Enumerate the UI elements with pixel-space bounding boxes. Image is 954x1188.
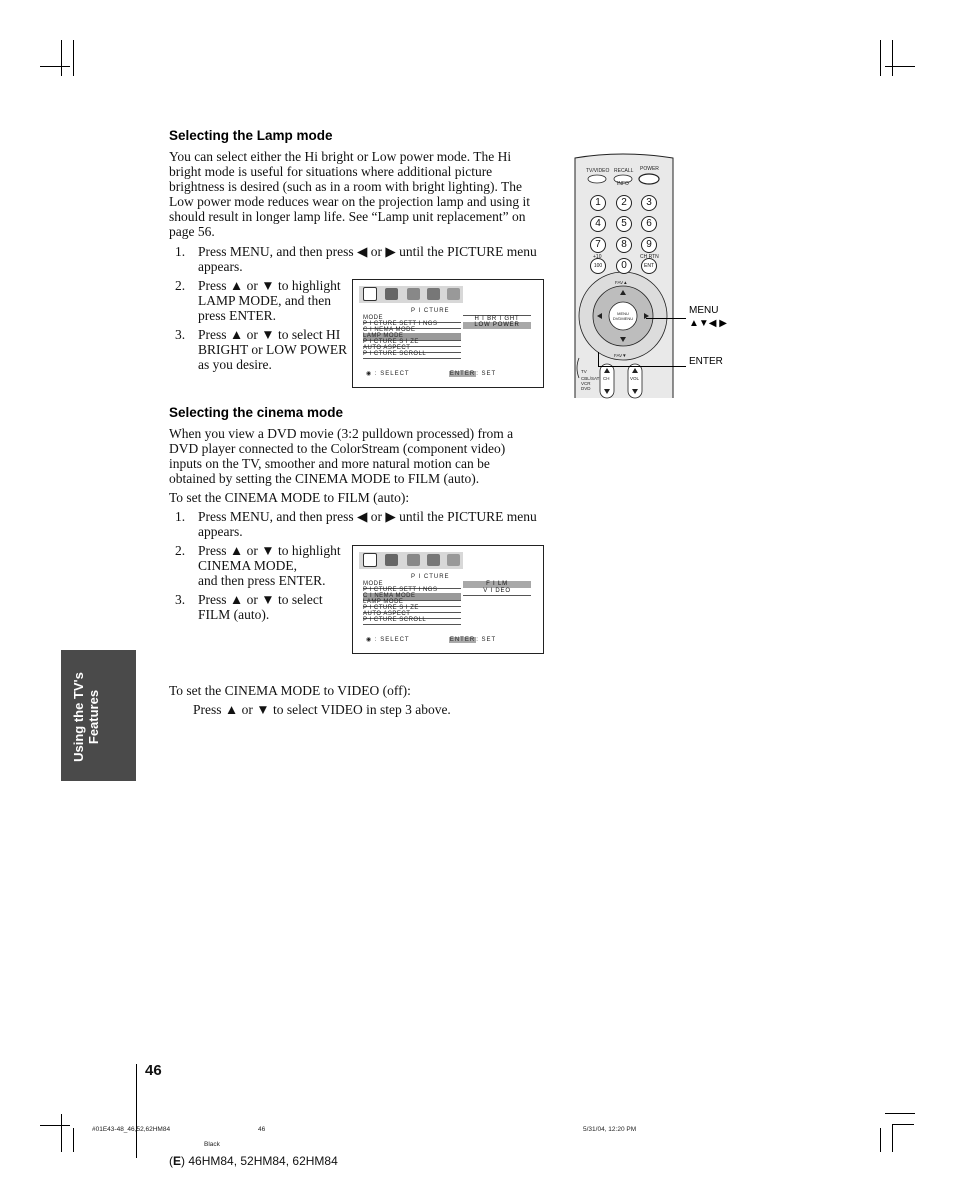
cinema-intro: When you view a DVD movie (3:2 pulldown processed) from a DVD player connected to the ColorStream (component video) inputs on the TV, smoother and more natural motion can be obtained by setting the CINEMA MODE to FILM (auto). — [169, 426, 514, 486]
audio-icon — [385, 554, 398, 566]
remote-plus10-label: +10 — [593, 254, 602, 260]
crop-mark — [885, 66, 915, 67]
remote-key-ent: ENT — [641, 258, 657, 274]
crop-mark — [73, 1128, 74, 1152]
setup-icon — [407, 288, 420, 300]
osd-picture-menu-cinema — [352, 545, 544, 654]
crop-mark — [40, 66, 70, 67]
remote-key-1: 1 — [590, 195, 606, 211]
lamp-step-1: 1. Press MENU, and then press ◀ or ▶ until the PICTURE menu appears. — [175, 244, 537, 274]
lock-icon — [447, 554, 460, 566]
osd-picture-menu-lamp — [352, 279, 544, 388]
osd-item: P I CTURE S I ZE — [363, 339, 461, 347]
page-number-rule — [136, 1064, 137, 1158]
osd-option: V I DEO — [463, 588, 531, 596]
remote-dvd-label: DVD — [581, 386, 591, 391]
menu-callout-label: MENU — [689, 305, 719, 316]
footer-page: 46 — [258, 1126, 266, 1133]
osd-footer: ◉ : SELECT ENTER: SET — [366, 637, 497, 643]
film-intro: To set the CINEMA MODE to FILM (auto): — [169, 490, 410, 505]
lock-icon — [447, 288, 460, 300]
remote-key-5: 5 — [616, 216, 632, 232]
video-intro: To set the CINEMA MODE to VIDEO (off): — [169, 683, 411, 698]
osd-item: AUTO ASPECT — [363, 611, 461, 619]
lamp-step-3: 3. Press ▲ or ▼ to select HI BRIGHT or LOW POWER as you desire. — [175, 327, 348, 372]
model-line: (E) 46HM84, 52HM84, 62HM84 — [169, 1154, 338, 1168]
osd-option-selected: F I LM — [463, 581, 531, 588]
osd-icon-bar — [359, 286, 463, 303]
cinema-step-2: 2. Press ▲ or ▼ to highlight CINEMA MODE, and then press ENTER. — [175, 543, 341, 588]
picture-icon — [363, 287, 377, 301]
osd-item: AUTO ASPECT — [363, 345, 461, 353]
crop-mark — [885, 1113, 915, 1114]
callout-line — [646, 318, 686, 319]
cinema-step-1: 1. Press MENU, and then press ◀ or ▶ until the PICTURE menu appears. — [175, 509, 537, 539]
remote-cable-label: CBL/SAT — [581, 376, 600, 381]
cinema-step-3: 3. Press ▲ or ▼ to select FILM (auto). — [175, 592, 323, 622]
remote-tv-video-label: TV/VIDEO — [586, 168, 610, 174]
osd-item: MODE — [363, 315, 461, 323]
remote-key-100: 100 — [590, 258, 606, 274]
osd-item-selected: C I NEMA MODE — [363, 593, 461, 601]
remote-key-0: 0 — [616, 258, 632, 274]
page-number: 46 — [145, 1062, 162, 1079]
remote-ch-label: CH — [603, 376, 610, 381]
remote-tv-label: TV — [581, 369, 587, 374]
remote-vcr-label: VCR — [581, 381, 591, 386]
osd-icon-bar — [359, 552, 463, 569]
osd-item-selected: LAMP MODE — [363, 333, 461, 341]
remote-key-4: 4 — [590, 216, 606, 232]
remote-info-label: INFO — [617, 181, 629, 187]
remote-key-2: 2 — [616, 195, 632, 211]
callout-line — [598, 352, 599, 366]
audio-icon — [385, 288, 398, 300]
osd-item: P I CTURE S I ZE — [363, 605, 461, 613]
remote-chrtn-label: CH RTN — [640, 254, 659, 260]
osd-item: P I CTURE SCROLL — [363, 617, 461, 625]
osd-item: LAMP MODE — [363, 599, 461, 607]
osd-item: P I CTURE SETT I NGS — [363, 587, 461, 595]
remote-control-illustration — [565, 150, 680, 400]
osd-menu-title: P I CTURE — [411, 574, 450, 580]
arrows-callout-label: ▲▼◀ ▶ — [689, 318, 727, 329]
video-step: Press ▲ or ▼ to select VIDEO in step 3 above. — [193, 702, 451, 717]
crop-mark — [61, 40, 62, 76]
section-tab-label: Using the TV's Features — [71, 672, 101, 762]
option-icon — [427, 554, 440, 566]
crop-mark — [61, 1114, 62, 1152]
osd-item: C I NEMA MODE — [363, 327, 461, 335]
footer-file: #01E43-48_46,52,62HM84 — [92, 1126, 171, 1133]
crop-mark — [880, 1128, 881, 1152]
lamp-intro: You can select either the Hi bright or Low power mode. The Hi bright mode is useful for situations where additional picture brightness is desired (such as in a room with bright lighting). The Low power mode reduces wear on the projection lamp and using it should result in longer lamp life. See “Lamp unit replacement” on page 56. — [169, 149, 531, 239]
remote-fav-down-label: FAV▼ — [614, 353, 627, 358]
remote-recall-label: RECALL — [614, 168, 634, 174]
remote-key-7: 7 — [590, 237, 606, 253]
picture-icon — [363, 553, 377, 567]
crop-mark — [73, 40, 74, 76]
remote-key-8: 8 — [616, 237, 632, 253]
crop-mark — [892, 1124, 914, 1125]
remote-key-3: 3 — [641, 195, 657, 211]
callout-line — [598, 366, 686, 367]
osd-item: P I CTURE SCROLL — [363, 351, 461, 359]
lamp-heading: Selecting the Lamp mode — [169, 128, 333, 143]
osd-footer: ◉ : SELECT ENTER: SET — [366, 371, 497, 377]
remote-menu-center-label: MENU DVDMENU — [612, 311, 634, 321]
option-icon — [427, 288, 440, 300]
lamp-step-2: 2. Press ▲ or ▼ to highlight LAMP MODE, and then press ENTER. — [175, 278, 341, 323]
footer-color: Black — [204, 1141, 220, 1148]
crop-mark — [892, 40, 893, 76]
crop-mark — [880, 40, 881, 76]
remote-power-label: POWER — [640, 166, 659, 172]
remote-key-6: 6 — [641, 216, 657, 232]
remote-key-9: 9 — [641, 237, 657, 253]
select-icon: ◉ — [366, 371, 373, 377]
crop-mark — [40, 1125, 70, 1126]
crop-mark — [892, 1124, 893, 1152]
enter-callout-label: ENTER — [689, 356, 723, 367]
setup-icon — [407, 554, 420, 566]
remote-vol-label: VOL — [630, 376, 640, 381]
select-icon: ◉ — [366, 637, 373, 643]
osd-item: MODE — [363, 581, 461, 589]
osd-menu-title: P I CTURE — [411, 308, 450, 314]
cinema-heading: Selecting the cinema mode — [169, 405, 344, 420]
osd-option: H I BR I GHT — [463, 315, 531, 323]
osd-option-selected: LOW POWER — [463, 322, 531, 329]
footer-date: 5/31/04, 12:20 PM — [583, 1126, 637, 1133]
osd-item: P I CTURE SETT I NGS — [363, 321, 461, 329]
remote-fav-up-label: FAV▲ — [615, 280, 628, 285]
